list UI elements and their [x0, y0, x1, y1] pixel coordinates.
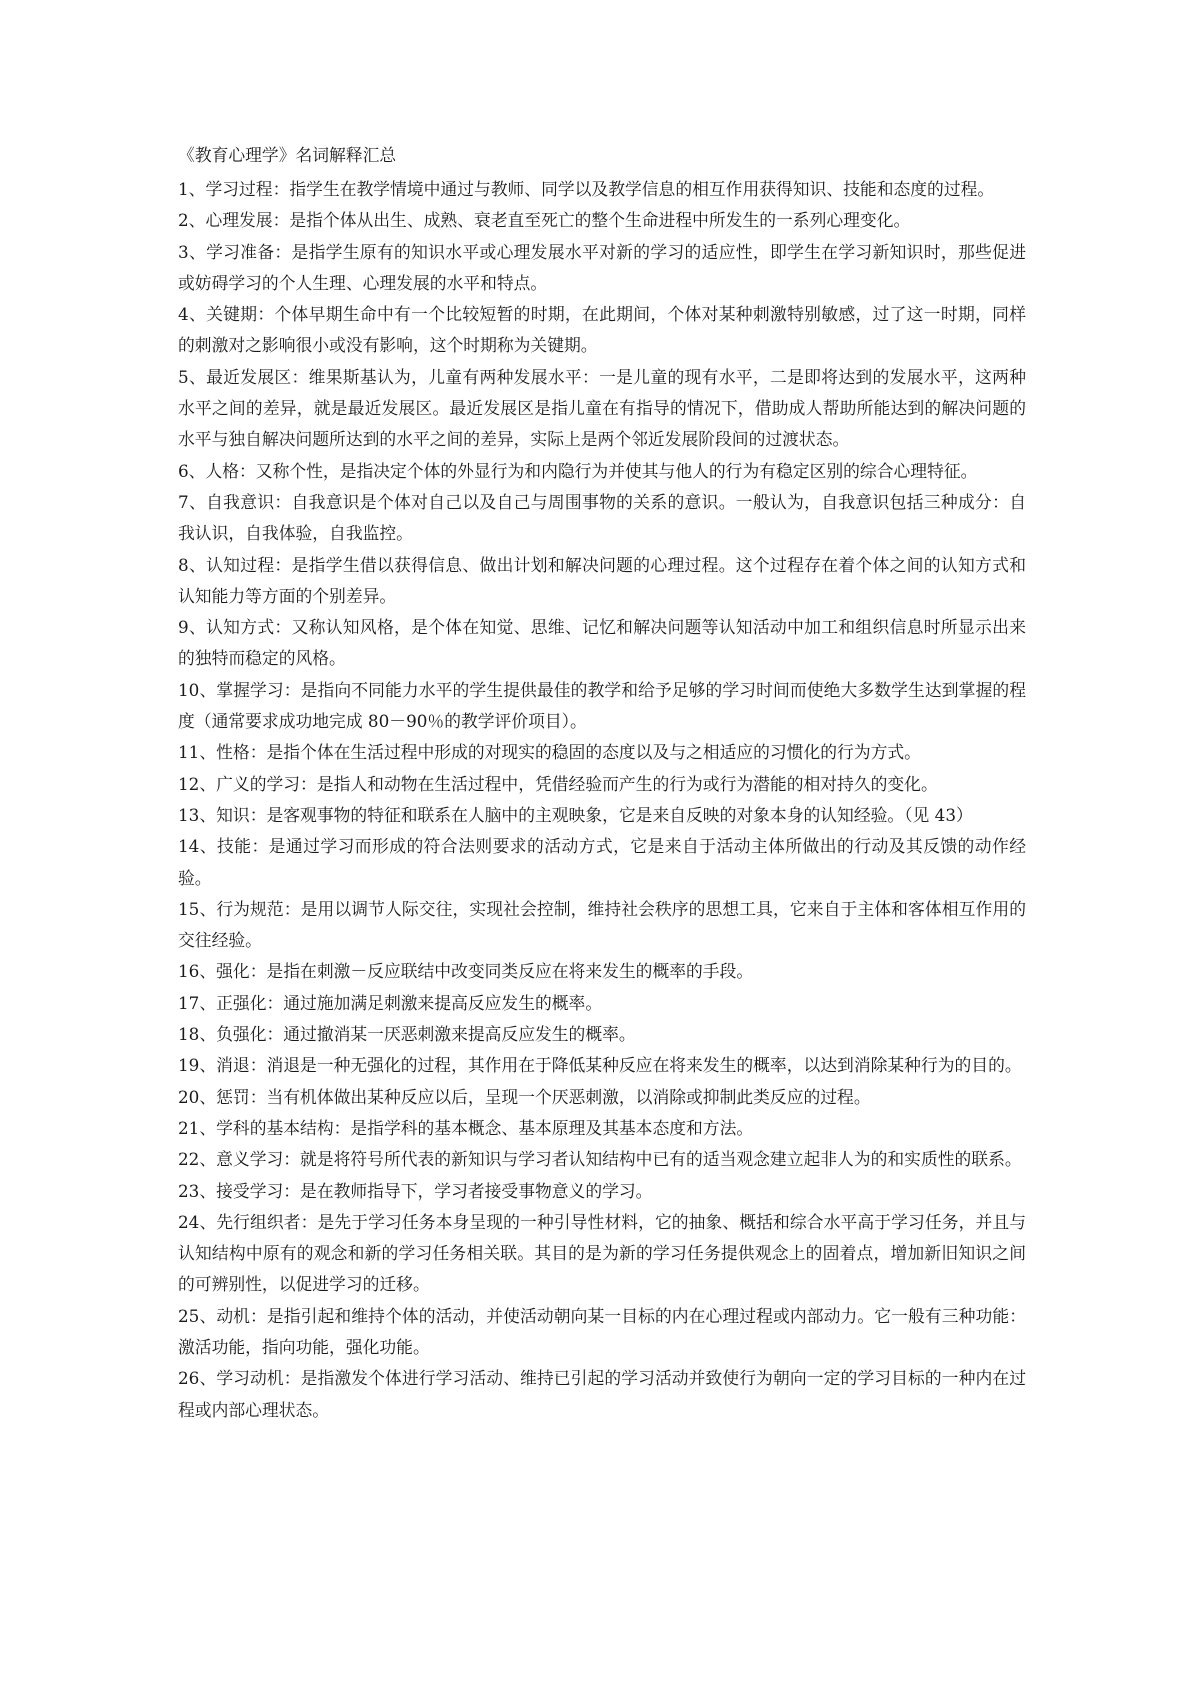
document-page: [178, 140, 1026, 1426]
definition-entry: 19、消退：消退是一种无强化的过程，其作用在于降低某种反应在将来发生的概率，以达到消除某种行为的目的。: [178, 1055, 1022, 1076]
definition-entry: 22、意义学习：就是将符号所代表的新知识与学习者认知结构中已有的适当观念建立起非人为的和实质性的联系。: [178, 1149, 1022, 1170]
definition-entry: 3、学习准备：是指学生原有的知识水平或心理发展水平对新的学习的适应性，即学生在学习新知识时，那些促进或妨碍学习的个人生理、心理发展的水平和特点。: [178, 241, 1026, 293]
definition-entry: 20、惩罚：当有机体做出某种反应以后，呈现一个厌恶刺激，以消除或抑制此类反应的过程。: [178, 1086, 871, 1107]
definition-entry: 13、知识：是客观事物的特征和联系在人脑中的主观映象，它是来自反映的对象本身的认知经验。（见 43）: [178, 804, 973, 825]
definition-entry: 1、学习过程：指学生在教学情境中通过与教师、同学以及教学信息的相互作用获得知识、技能和态度的过程。: [178, 179, 995, 199]
definition-entry: 10、掌握学习：是指向不同能力水平的学生提供最佳的教学和给予足够的学习时间而使绝大多数学生达到掌握的程度（通常要求成功地完成 80－90％的教学评价项目）。: [178, 679, 1026, 732]
definition-entry: 8、认知过程：是指学生借以获得信息、做出计划和解决问题的心理过程。这个过程存在着个体之间的认知方式和认知能力等方面的个别差异。: [178, 554, 1026, 606]
document-title: 《教育心理学》名词解释汇总: [178, 145, 397, 165]
definition-entry: 17、正强化：通过施加满足刺激来提高反应发生的概率。: [178, 992, 603, 1013]
definition-entry: 5、最近发展区：维果斯基认为，儿童有两种发展水平：一是儿童的现有水平，二是即将达到的发展水平，这两种水平之间的差异，就是最近发展区。最近发展区是指儿童在有指导的情况下，借助成人帮助所能达到的解决问题的水平与独自解决问题所达到的水平之间的差异，实际上是两个邻近发展阶段间的过渡状态。: [178, 366, 1026, 450]
definition-entry: 16、强化：是指在刺激－反应联结中改变同类反应在将来发生的概率的手段。: [178, 961, 754, 982]
definition-entry: 9、认知方式：又称认知风格，是个体在知觉、思维、记忆和解决问题等认知活动中加工和组织信息时所显示出来的独特而稳定的风格。: [178, 617, 1026, 669]
definition-entry: 24、先行组织者：是先于学习任务本身呈现的一种引导性材料，它的抽象、概括和综合水平高于学习任务，并且与认知结构中原有的观念和新的学习任务相关联。其目的是为新的学习任务提供观念上的固着点，增加新旧知识之间的可辨别性，以促进学习的迁移。: [178, 1211, 1026, 1295]
definition-entry: 7、自我意识：自我意识是个体对自己以及自己与周围事物的关系的意识。一般认为，自我意识包括三种成分：自我认识，自我体验，自我监控。: [178, 491, 1026, 544]
definition-entry: 25、动机：是指引起和维持个体的活动，并使活动朝向某一目标的内在心理过程或内部动力。它一般有三种功能：激活功能，指向功能，强化功能。: [178, 1305, 1026, 1357]
definition-entry: 6、人格：又称个性，是指决定个体的外显行为和内隐行为并使其与他人的行为有稳定区别的综合心理特征。: [178, 460, 978, 481]
definition-entry: 14、技能：是通过学习而形成的符合法则要求的活动方式，它是来自于活动主体所做出的行动及其反馈的动作经验。: [178, 836, 1026, 888]
definition-entry: 21、学科的基本结构：是指学科的基本概念、基本原理及其基本态度和方法。: [178, 1117, 754, 1138]
definition-entry: 4、关键期：个体早期生命中有一个比较短暂的时期，在此期间，个体对某种刺激特别敏感，过了这一时期，同样的刺激对之影响很小或没有影响，这个时期称为关键期。: [178, 304, 1026, 356]
definition-entry: 26、学习动机：是指激发个体进行学习活动、维持已引起的学习活动并致使行为朝向一定的学习目标的一种内在过程或内部心理状态。: [178, 1368, 1026, 1420]
definition-entry: 15、行为规范：是用以调节人际交往，实现社会控制，维持社会秩序的思想工具，它来自于主体和客体相互作用的交往经验。: [178, 898, 1026, 951]
definition-entry: 18、负强化：通过撤消某一厌恶刺激来提高反应发生的概率。: [178, 1024, 636, 1045]
definition-entry: 23、接受学习：是在教师指导下，学习者接受事物意义的学习。: [178, 1180, 653, 1201]
definition-entry: 11、性格：是指个体在生活过程中形成的对现实的稳固的态度以及与之相适应的习惯化的行为方式。: [178, 742, 921, 763]
definition-entry: 2、心理发展：是指个体从出生、成熟、衰老直至死亡的整个生命进程中所发生的一系列心理变化。: [178, 210, 911, 231]
definition-entry: 12、广义的学习：是指人和动物在生活过程中，凭借经验而产生的行为或行为潜能的相对持久的变化。: [178, 773, 938, 794]
